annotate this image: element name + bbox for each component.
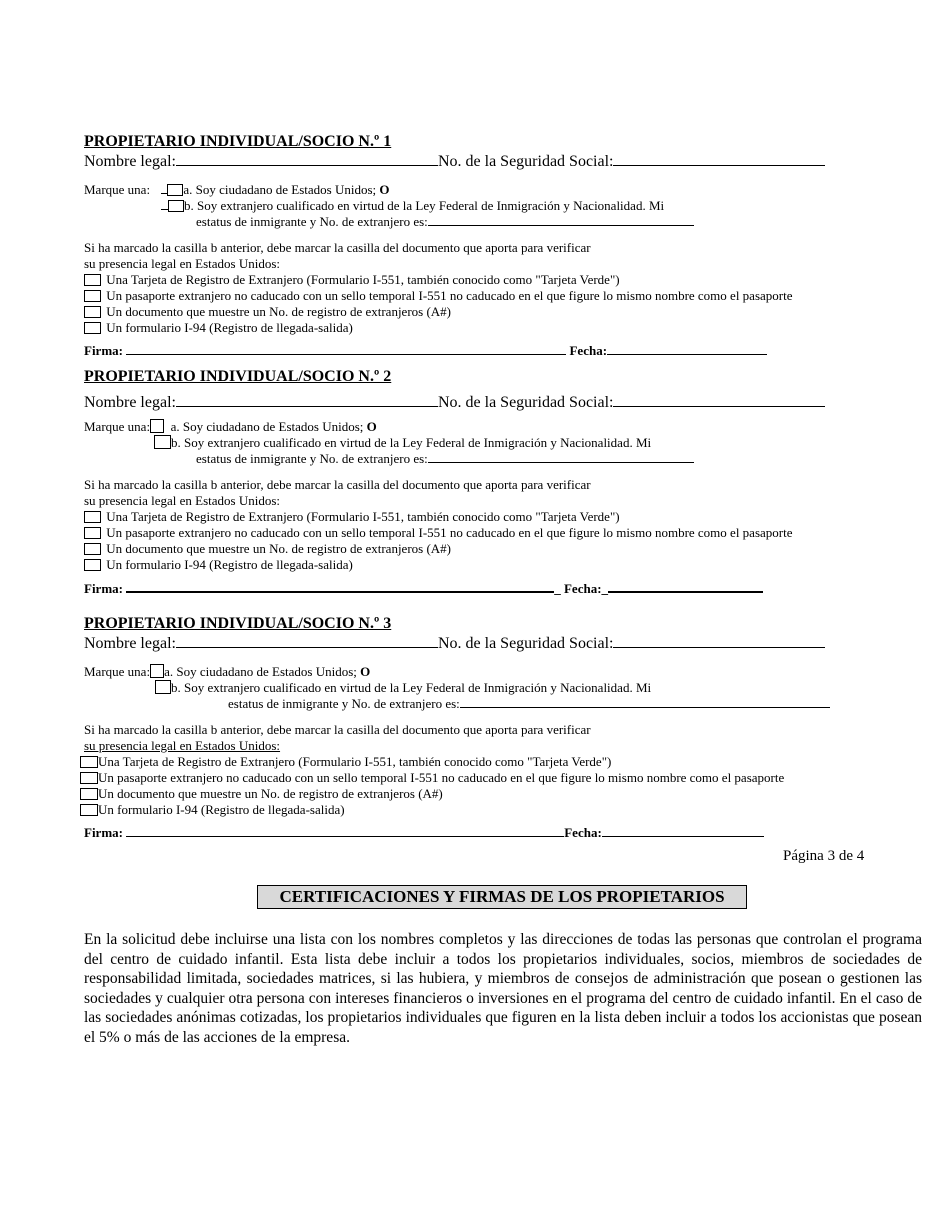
instruction-line: Si ha marcado la casilla b anterior, debe marcar la casilla del documento que aporta para verificar [84,240,591,255]
owner-section-2 [84,368,864,597]
option-b-row [84,680,864,696]
doc-row [80,802,864,818]
option-b-cont-row [84,696,864,712]
signature-row [84,342,864,359]
doc-label: Un formulario I-94 (Registro de llegada-salida) [106,320,353,335]
certifications-body: En la solicitud debe incluirse una lista con los nombres completos y las direcciones de todas las personas que controlan el programa del centro de cuidado infantil. Esta lista debe incluir a todos los propietarios individuales, socios, miembros de sociedades de responsabilidad limitada, sociedades matrices, si las hubiera, y miembros de consejos de administración que posean o gestionen las sociedades y cualquier otra persona con intereses financieros o inversiones en el programa del centro de cuidado infantil. En el caso de las sociedades anónimas cotizadas, los propietarios individuales que figuren en la lista deben incluir a todos los accionistas que posean el 5% o más de las acciones de la empresa. [84,931,922,1046]
doc-label: Un formulario I-94 (Registro de llegada-salida) [98,802,345,817]
or-label: O [379,182,390,197]
mark-one-label: Marque una: [84,419,151,434]
date-label: Fecha: [563,581,602,596]
option-b-checkbox[interactable] [154,435,171,449]
ssn-label: No. de la Seguridad Social: [437,394,614,411]
doc-checkbox[interactable] [84,290,101,302]
signature-row: Firma: _ Fecha:_ [84,579,864,597]
doc-checkbox[interactable] [84,559,101,571]
doc-checkbox[interactable] [80,772,98,784]
doc-label: Un pasaporte extranjero no caducado con un sello temporal I-551 no caducado en el que figure lo mismo nombre como el pasaporte [106,288,793,303]
legal-name-label: Nombre legal: [84,394,176,411]
option-a-label: a. Soy ciudadano de Estados Unidos; [183,182,380,197]
doc-label: Una Tarjeta de Registro de Extranjero (Formulario I-551, también conocido como "Tarjeta Verde") [106,272,620,287]
ssn-label: No. de la Seguridad Social: [437,635,614,652]
signature-label: Firma: [84,343,123,358]
doc-row [84,272,864,288]
alien-number-field[interactable] [428,214,694,226]
option-b-label: b. Soy extranjero cualificado en virtud de la Ley Federal de Inmigración y Nacionalidad. Mi [171,435,652,450]
option-b-label: b. Soy extranjero cualificado en virtud de la Ley Federal de Inmigración y Nacionalidad. Mi [184,198,665,213]
instruction-line: su presencia legal en Estados Unidos: [84,493,281,508]
page-number: Página 3 de 4 [783,848,865,864]
date-label: Fecha: [569,343,608,358]
option-b-checkbox[interactable] [155,680,171,694]
doc-label: Un pasaporte extranjero no caducado con un sello temporal I-551 no caducado en el que figure lo mismo nombre como el pasaporte [106,525,793,540]
doc-checkbox[interactable] [84,322,101,334]
doc-checkbox[interactable] [80,756,98,768]
name-ssn-row [84,151,864,172]
signature-field[interactable] [126,824,564,837]
doc-checkbox[interactable] [80,788,98,800]
option-a-row [84,419,864,435]
doc-label: Un documento que muestre un No. de registro de extranjeros (A#) [106,304,452,319]
date-label: Fecha: [564,825,602,840]
immigration-status-label: estatus de inmigrante y No. de extranjero es: [228,696,460,711]
ssn-field[interactable] [613,392,825,407]
legal-name-field[interactable] [176,151,438,166]
option-b-row [84,198,864,214]
doc-row [84,509,864,525]
doc-label: Un pasaporte extranjero no caducado con un sello temporal I-551 no caducado en el que figure lo mismo nombre como el pasaporte [98,770,785,785]
option-b-label: b. Soy extranjero cualificado en virtud de la Ley Federal de Inmigración y Nacionalidad. Mi [171,680,652,695]
owner-section-3 [84,615,864,841]
mark-one-label: Marque una: [84,182,151,197]
option-b-row [84,435,864,451]
option-b-checkbox[interactable] [168,200,184,212]
or-label: O [366,419,377,434]
ssn-label: No. de la Seguridad Social: [437,153,614,170]
doc-checkbox[interactable] [84,527,101,539]
option-b-cont-row [84,451,864,467]
option-a-row [84,664,864,680]
doc-label: Un documento que muestre un No. de registro de extranjeros (A#) [98,786,443,801]
date-field[interactable] [608,579,763,593]
legal-name-label: Nombre legal: [84,635,176,652]
doc-row [84,320,864,336]
doc-row [84,525,864,541]
option-a-label: a. Soy ciudadano de Estados Unidos; [170,419,367,434]
signature-field[interactable] [126,579,554,593]
owner-section-1 [84,133,864,359]
doc-row [80,754,864,770]
option-a-checkbox[interactable] [150,419,164,433]
doc-checkbox[interactable] [84,543,101,555]
section-title: PROPIETARIO INDIVIDUAL/SOCIO N.º 1 [84,133,392,150]
doc-checkbox[interactable] [80,804,98,816]
mark-one-label: Marque una: [84,664,151,679]
doc-checkbox[interactable] [84,274,101,286]
if-b-text [84,722,864,754]
alien-number-field[interactable] [460,696,830,708]
immigration-status-label: estatus de inmigrante y No. de extranjero es: [196,214,428,229]
doc-row [84,557,864,573]
doc-row [84,541,864,557]
doc-checkbox[interactable] [84,511,101,523]
doc-row [80,786,864,802]
option-b-cont-row [84,214,864,230]
name-ssn-row [84,633,864,654]
doc-row [84,288,864,304]
instruction-line: su presencia legal en Estados Unidos: [84,256,281,271]
alien-number-field[interactable] [428,451,694,463]
signature-row [84,824,864,841]
signature-label: Firma: [84,581,123,596]
option-a-label: a. Soy ciudadano de Estados Unidos; [164,664,361,679]
ssn-field[interactable] [613,151,825,166]
name-ssn-row [84,392,864,413]
instruction-line: Si ha marcado la casilla b anterior, debe marcar la casilla del documento que aporta para verificar [84,477,591,492]
instruction-line: Si ha marcado la casilla b anterior, debe marcar la casilla del documento que aporta para verificar [84,722,591,737]
option-a-checkbox[interactable] [150,664,164,678]
certifications-title: CERTIFICACIONES Y FIRMAS DE LOS PROPIETARIOS [257,885,747,909]
section-title: PROPIETARIO INDIVIDUAL/SOCIO N.º 2 [84,368,392,385]
if-b-text [84,477,864,509]
if-b-text [84,240,864,272]
doc-row [80,770,864,786]
immigration-status-label: estatus de inmigrante y No. de extranjero es: [196,451,428,466]
legal-name-field[interactable] [176,633,438,648]
date-field[interactable] [602,824,764,837]
doc-label: Un formulario I-94 (Registro de llegada-salida) [106,557,353,572]
legal-name-label: Nombre legal: [84,153,176,170]
signature-label: Firma: [84,825,123,840]
signature-field[interactable] [126,342,566,355]
option-a-row [84,182,864,198]
doc-row [84,304,864,320]
doc-checkbox[interactable] [84,306,101,318]
instruction-line: su presencia legal en Estados Unidos: [84,738,281,753]
section-title: PROPIETARIO INDIVIDUAL/SOCIO N.º 3 [84,615,392,632]
option-a-checkbox[interactable] [167,184,183,196]
date-field[interactable] [607,342,767,355]
legal-name-field[interactable] [176,392,438,407]
doc-label: Una Tarjeta de Registro de Extranjero (Formulario I-551, también conocido como "Tarjeta Verde") [98,754,612,769]
doc-label: Un documento que muestre un No. de registro de extranjeros (A#) [106,541,452,556]
doc-label: Una Tarjeta de Registro de Extranjero (Formulario I-551, también conocido como "Tarjeta Verde") [106,509,620,524]
or-label: O [360,664,371,679]
ssn-field[interactable] [613,633,825,648]
